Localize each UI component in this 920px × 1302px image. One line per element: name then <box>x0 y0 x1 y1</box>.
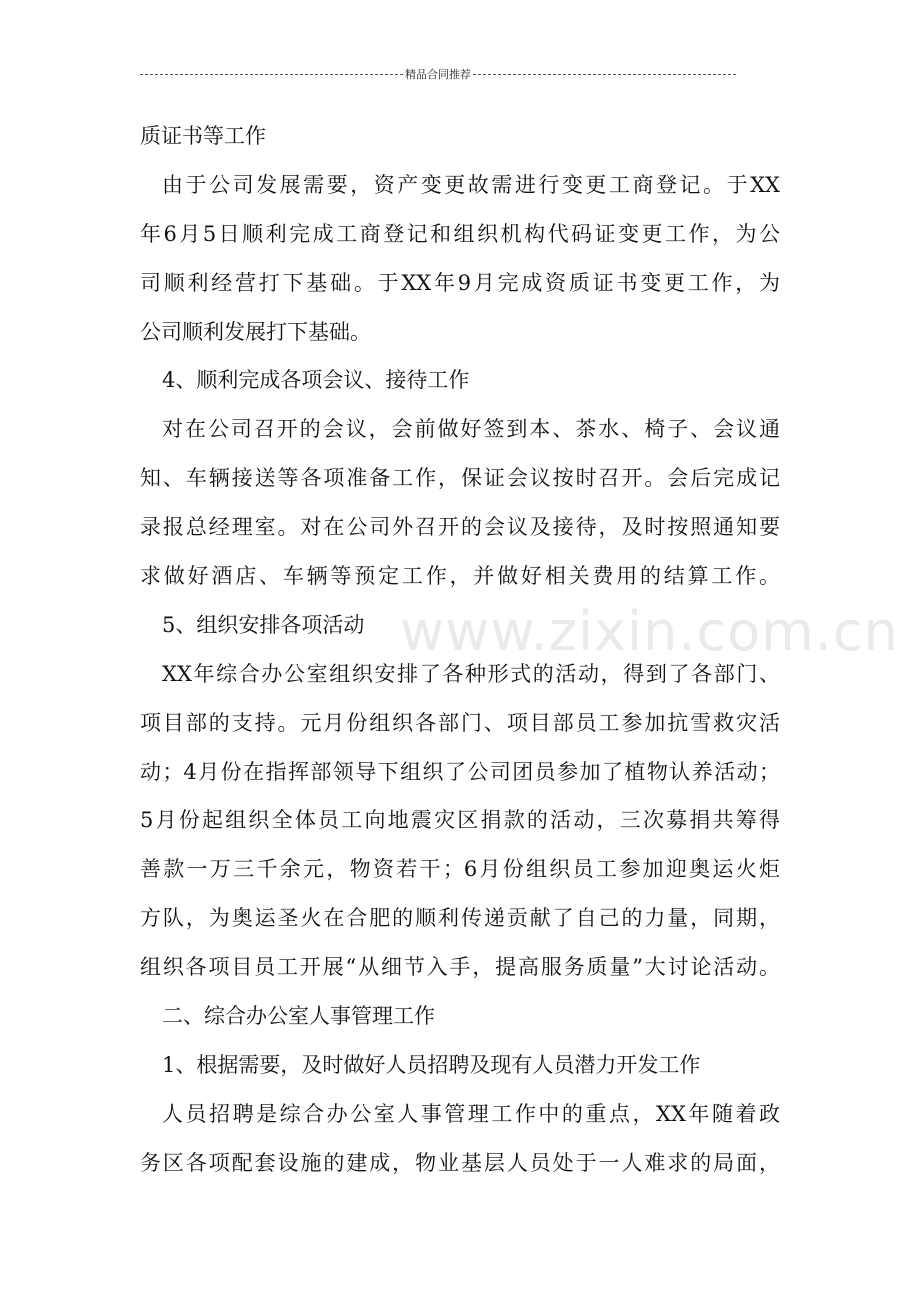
document-body <box>140 112 780 1188</box>
text-line: 公司顺利发展打下基础。 <box>140 319 371 344</box>
header-rule-left <box>140 74 403 75</box>
text-line: 录报总经理室。对在公司外召开的会议及接待，及时按照通知要 <box>140 515 780 540</box>
text-line: 求做好酒店、车辆等预定工作，并做好相关费用的结算工作。 <box>140 564 780 589</box>
text-line: 人员招聘是综合办公室人事管理工作中的重点，XX年随着政 <box>162 1101 780 1126</box>
text-line: 质证书等工作 <box>140 124 266 148</box>
watermark: www.zixin.com.cn <box>400 600 899 663</box>
section-heading: 二、综合办公室人事管理工作 <box>162 1004 435 1029</box>
text-line: 司顺利经营打下基础。于XX年9月完成资质证书变更工作，为 <box>140 270 780 295</box>
text-line: 由于公司发展需要，资产变更故需进行变更工商登记。于XX <box>162 172 780 197</box>
text-line: XX年综合办公室组织安排了各种形式的活动，得到了各部门、 <box>162 661 780 686</box>
text-line: 方队，为奥运圣火在合肥的顺利传递贡献了自己的力量，同期， <box>140 906 780 931</box>
text-line: 5月份起组织全体员工向地震灾区捐款的活动，三次募捐共筹得 <box>140 808 780 833</box>
text-line: 务区各项配套设施的建成，物业基层人员处于一人难求的局面， <box>140 1150 780 1175</box>
text-line: 善款一万三千余元，物资若干；6月份组织员工参加迎奥运火炬 <box>140 857 780 882</box>
text-line: 对在公司召开的会议，会前做好签到本、茶水、椅子、会议通 <box>162 417 780 442</box>
section-heading: 4、顺利完成各项会议、接待工作 <box>162 368 470 393</box>
text-line: 年6月5日顺利完成工商登记和组织机构代码证变更工作，为公 <box>140 221 780 246</box>
header-rule-right <box>473 74 736 75</box>
text-line: 动；4月份在指挥部领导下组织了公司团员参加了植物认养活动； <box>140 759 780 784</box>
page-header <box>140 66 736 82</box>
header-title: 精品合同推荐 <box>405 68 471 81</box>
text-line: 组织各项目员工开展“从细节入手，提高服务质量”大讨论活动。 <box>140 955 780 980</box>
text-line: 知、车辆接送等各项准备工作，保证会议按时召开。会后完成记 <box>140 466 780 491</box>
section-heading: 1、根据需要，及时做好人员招聘及现有人员潜力开发工作 <box>162 1052 701 1077</box>
text-line: 项目部的支持。元月份组织各部门、项目部员工参加抗雪救灾活 <box>140 710 780 735</box>
section-heading: 5、组织安排各项活动 <box>162 612 365 637</box>
